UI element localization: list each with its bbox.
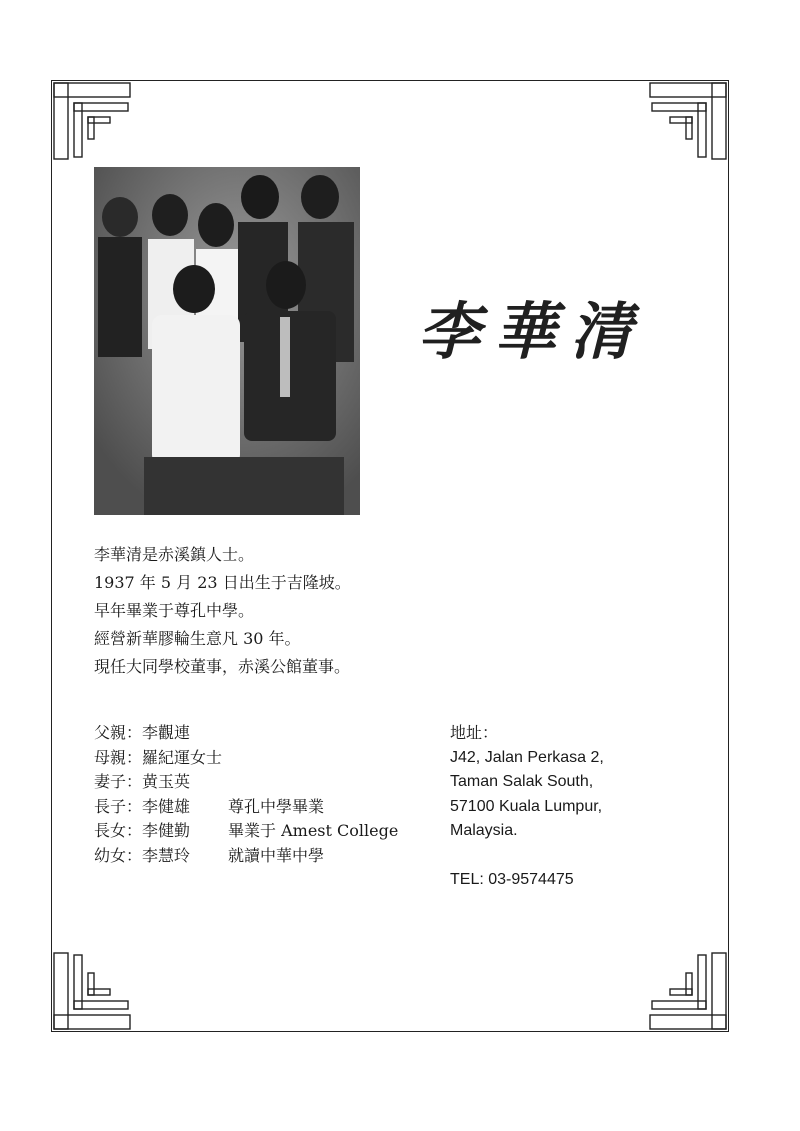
- member-name: 李健雄: [142, 796, 191, 816]
- bio-line: 現任大同學校董事，赤溪公館董事。: [94, 657, 351, 676]
- bio-line: 早年畢業于尊孔中學。: [94, 601, 255, 620]
- address-label: 地址：: [450, 723, 499, 742]
- corner-ornament-top-left: [52, 81, 132, 161]
- address-line: J42, Jalan Perkasa 2,: [450, 748, 604, 766]
- person-name-title: 李華清: [418, 295, 647, 368]
- member-note: 就讀中華中學: [228, 845, 325, 865]
- telephone: TEL: 03-9574475: [450, 870, 574, 888]
- member-name: 李觀連: [142, 723, 191, 742]
- address-line: 57100 Kuala Lumpur,: [450, 797, 603, 815]
- family-photo: [94, 167, 360, 515]
- family-row: [94, 721, 398, 746]
- corner-ornament-top-right: [648, 81, 728, 161]
- member-note: 尊孔中學畢業: [228, 796, 325, 816]
- family-row: [94, 819, 398, 844]
- member-name: 羅紀運女士: [142, 747, 223, 767]
- relation-label: 長子：: [94, 796, 143, 816]
- relation-label: 母親：: [94, 747, 143, 767]
- relation-label: 長女：: [94, 821, 143, 840]
- relation-label: 幼女：: [94, 845, 143, 865]
- bio-line: 李華清是赤溪鎮人士。: [94, 545, 255, 564]
- family-members-list: [94, 721, 398, 868]
- address-block: [450, 721, 604, 892]
- relation-label: 妻子：: [94, 772, 143, 791]
- corner-ornament-bottom-left: [52, 951, 132, 1031]
- member-note: 畢業于 Amest College: [228, 821, 399, 840]
- bio-line: 經營新華膠輪生意凡 30 年。: [94, 629, 301, 648]
- address-line: Taman Salak South,: [450, 773, 594, 790]
- corner-ornament-bottom-right: [648, 951, 728, 1031]
- member-name: 李慧玲: [142, 845, 191, 865]
- family-row: [94, 844, 398, 869]
- address-line: Malaysia.: [450, 822, 518, 839]
- family-row: [94, 746, 398, 771]
- family-row: [94, 770, 398, 795]
- family-row: [94, 795, 398, 820]
- member-name: 李健勤: [142, 821, 191, 840]
- member-name: 黄玉英: [142, 772, 191, 791]
- bio-line: 1937 年 5 月 23 日出生于吉隆坡。: [94, 573, 351, 592]
- biography: [94, 541, 351, 681]
- relation-label: 父親：: [94, 723, 143, 742]
